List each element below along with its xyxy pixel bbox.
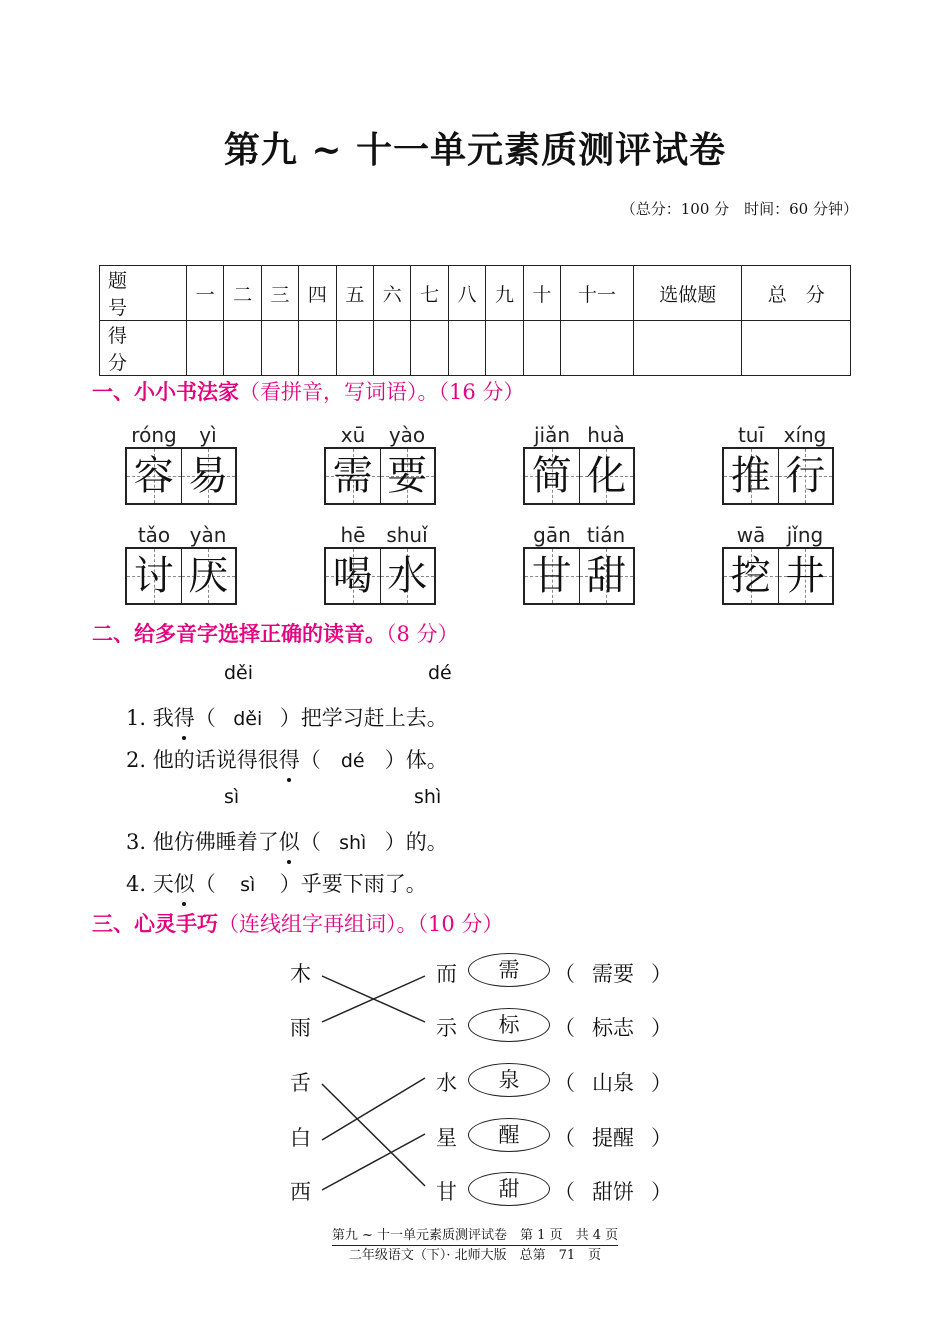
answer-char: 推 (730, 453, 771, 499)
combined-char-oval[interactable]: 需 (468, 953, 550, 987)
pinyin-option: sì (224, 786, 240, 808)
combined-char-oval[interactable]: 甜 (468, 1172, 550, 1206)
question-4: 4. 天似（ sì ）乎要下雨了。 (126, 868, 427, 898)
answer-char: 化 (586, 453, 627, 499)
table-cell: 五 (336, 266, 373, 321)
left-char[interactable]: 雨 (290, 1016, 311, 1040)
footer-line-2: 二年级语文（下）· 北师大版 总第 71 页 (348, 1248, 602, 1263)
answer-char: 需 (332, 453, 373, 499)
footer-line-1: 第九 ~ 十一单元素质测评试卷 第 1 页 共 4 页 (0, 1224, 950, 1243)
pinyin: gān (533, 523, 571, 547)
pinyin: jiǎn (533, 423, 571, 447)
pinyin: yàn (189, 523, 227, 547)
answer-char: 简 (531, 453, 572, 499)
pinyin: tǎo (137, 523, 171, 547)
pinyin: xū (340, 423, 366, 447)
word-answer[interactable]: （ 需要 ） (554, 962, 672, 986)
pinyin: shuǐ (386, 523, 428, 547)
pinyin: yì (199, 423, 217, 447)
table-cell: 八 (448, 266, 485, 321)
table-cell: 七 (411, 266, 448, 321)
table-cell: 得 分 (100, 321, 187, 376)
right-char[interactable]: 星 (436, 1126, 457, 1150)
match-line (322, 1084, 425, 1186)
answer-char: 行 (785, 453, 826, 499)
pinyin: tuī (737, 423, 765, 447)
answer-blank[interactable]: dé (340, 750, 365, 772)
left-char[interactable]: 舌 (290, 1071, 311, 1095)
table-cell: 十 (523, 266, 560, 321)
table-cell: 六 (374, 266, 411, 321)
left-char[interactable]: 木 (290, 962, 311, 986)
answer-char: 井 (785, 553, 826, 599)
answer-char: 甜 (586, 553, 627, 599)
right-char[interactable]: 甘 (436, 1180, 457, 1204)
table-cell: 四 (299, 266, 336, 321)
answer-char: 挖 (730, 553, 771, 599)
question-1: 1. 我得（ děi ）把学习赶上去。 (126, 702, 448, 732)
match-line (322, 1134, 425, 1190)
section3-heading: 三、心灵手巧（连线组字再组词）。（10 分） (92, 911, 504, 936)
right-char[interactable]: 水 (436, 1071, 457, 1095)
combined-char-oval[interactable]: 标 (468, 1008, 550, 1042)
table-cell: 三 (261, 266, 298, 321)
answer-char: 讨 (133, 553, 174, 599)
pinyin: wā (736, 523, 766, 547)
score-time-info: （总分：100 分 时间：60 分钟） (620, 200, 858, 218)
section1-heading: 一、小小书法家（看拼音，写词语）。（16 分） (92, 379, 525, 404)
answer-blank[interactable]: sì (240, 874, 256, 896)
table-cell: 题 号 (100, 266, 187, 321)
section2-heading: 二、给多音字选择正确的读音。（8 分） (92, 621, 459, 646)
answer-char: 喝 (332, 553, 373, 599)
pinyin: jǐng (786, 523, 824, 547)
pinyin: xíng (783, 423, 827, 447)
right-char[interactable]: 示 (436, 1016, 457, 1040)
page-title: 第九 ~ 十一单元素质测评试卷 (223, 129, 727, 171)
answer-char: 厌 (188, 553, 229, 599)
answer-char: 要 (387, 453, 428, 499)
match-line (322, 1078, 425, 1140)
word-answer[interactable]: （ 提醒 ） (554, 1126, 672, 1150)
question-3: 3. 他仿佛睡着了似（ shì ）的。 (126, 826, 448, 856)
combined-char-oval[interactable]: 醒 (468, 1118, 550, 1152)
answer-blank[interactable]: shì (339, 832, 367, 854)
pinyin-option: shì (414, 786, 442, 808)
table-cell: 选做题 (633, 266, 741, 321)
answer-char: 易 (188, 453, 229, 499)
pinyin-option: děi (224, 662, 254, 684)
pinyin: huà (587, 423, 625, 447)
word-answer[interactable]: （ 标志 ） (554, 1016, 672, 1040)
answer-char: 水 (387, 553, 428, 599)
pinyin: róng (131, 423, 177, 447)
table-cell: 总 分 (742, 266, 851, 321)
left-char[interactable]: 西 (290, 1180, 311, 1204)
pinyin: tián (586, 523, 626, 547)
pinyin-option: dé (428, 662, 452, 684)
word-answer[interactable]: （ 山泉 ） (554, 1071, 672, 1095)
word-answer[interactable]: （ 甜饼 ） (554, 1180, 672, 1204)
combined-char-oval[interactable]: 泉 (468, 1063, 550, 1097)
pinyin: yào (388, 423, 426, 447)
left-char[interactable]: 白 (290, 1126, 311, 1150)
answer-char: 甘 (531, 553, 572, 599)
answer-char: 容 (133, 453, 174, 499)
right-char[interactable]: 而 (436, 962, 457, 986)
table-cell: 一 (187, 266, 224, 321)
pinyin: hē (340, 523, 366, 547)
table-cell: 二 (224, 266, 261, 321)
question-2: 2. 他的话说得很得（ dé ）体。 (126, 744, 448, 774)
table-cell: 九 (486, 266, 523, 321)
table-cell: 十一 (561, 266, 634, 321)
answer-blank[interactable]: děi (233, 708, 263, 730)
